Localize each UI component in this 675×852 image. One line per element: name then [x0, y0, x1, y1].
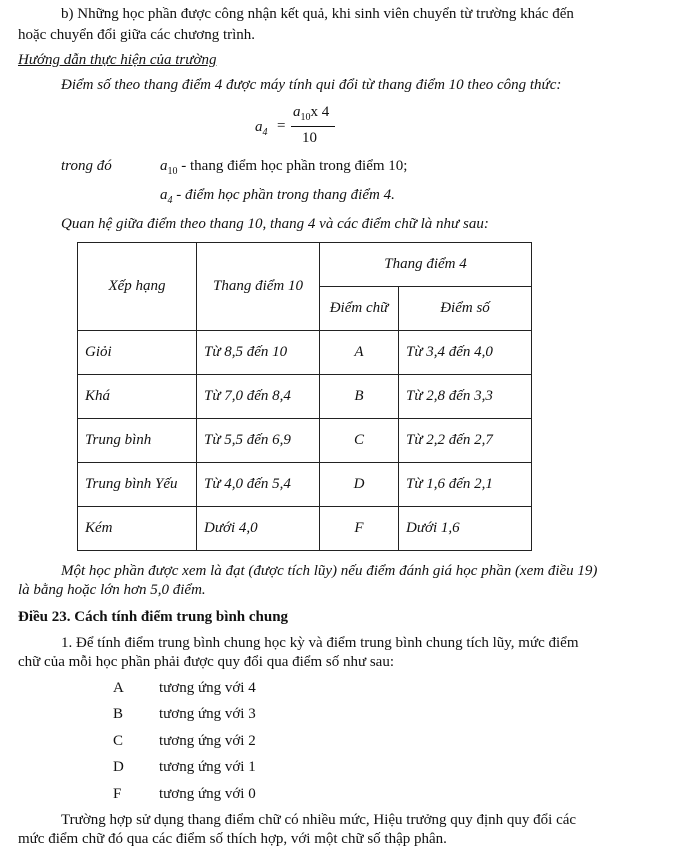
cell-scale4: Từ 2,8 đến 3,3 [399, 375, 532, 419]
pass-note-line2: là bằng hoặc lớn hơn 5,0 điểm. [18, 582, 206, 598]
cell-scale10: Từ 8,5 đến 10 [197, 331, 320, 375]
cell-scale10: Từ 5,5 đến 6,9 [197, 419, 320, 463]
conversion-text: tương ứng với 0 [159, 786, 256, 802]
cell-scale4: Dưới 1,6 [399, 507, 532, 551]
where-a4: $a_4$ - điểm học phần trong thang điểm 4. [160, 187, 395, 206]
cell-letter: B [320, 375, 399, 419]
table-row [78, 375, 532, 419]
conversion-item [113, 786, 256, 803]
formula-lhs: $a_4$ [255, 119, 268, 138]
conversion-letter: F [113, 786, 122, 802]
cell-letter: F [320, 507, 399, 551]
closing-line2: mức điểm chữ đó qua các điểm số thích hợp, với một chữ số thập phân. [18, 831, 447, 847]
conversion-text: tương ứng với 3 [159, 706, 256, 722]
conversion-item [113, 759, 256, 776]
formula-intro: Điểm số theo thang điểm 4 được máy tính qui đổi từ thang điểm 10 theo công thức: [61, 77, 562, 93]
cell-rank: Giỏi [78, 331, 197, 375]
conversion-letter: C [113, 733, 124, 749]
header-scale4: Thang điểm 4 [320, 243, 532, 287]
header-rank: Xếp hạng [78, 243, 197, 331]
conversion-formula [255, 104, 345, 152]
para-b-line1: b) Những học phần được công nhận kết quả, khi sinh viên chuyển từ trường khác đến [61, 6, 574, 22]
cell-letter: A [320, 331, 399, 375]
cell-letter: D [320, 463, 399, 507]
cell-scale4: Từ 3,4 đến 4,0 [399, 331, 532, 375]
article-heading: Điều 23. Cách tính điểm trung bình chung [18, 609, 289, 625]
table-row [78, 331, 532, 375]
conversion-text: tương ứng với 4 [159, 680, 256, 696]
cell-rank: Kém [78, 507, 197, 551]
conversion-letter: B [113, 706, 124, 722]
conversion-item [113, 680, 256, 697]
cell-scale4: Từ 2,2 đến 2,7 [399, 419, 532, 463]
para-b-line2: hoặc chuyển đổi giữa các chương trình. [18, 27, 256, 43]
cell-rank: Khá [78, 375, 197, 419]
table-row [78, 419, 532, 463]
fraction-bar [291, 126, 335, 127]
pass-note-line1: Một học phần được xem là đạt (được tích lũy) nếu điểm đánh giá học phần (xem điều 19) [61, 563, 598, 579]
cell-scale10: Từ 4,0 đến 5,4 [197, 463, 320, 507]
cell-scale10: Dưới 4,0 [197, 507, 320, 551]
cell-rank: Trung bình [78, 419, 197, 463]
conversion-text: tương ứng với 1 [159, 759, 256, 775]
cell-scale4: Từ 1,6 đến 2,1 [399, 463, 532, 507]
article-p1-line1: 1. Để tính điểm trung bình chung học kỳ và điểm trung bình chung tích lũy, mức điểm [61, 635, 579, 651]
grade-table [77, 242, 532, 551]
conversion-text: tương ứng với 2 [159, 733, 256, 749]
table-row [78, 507, 532, 551]
formula-numerator: $a_{10}x$ 4 [293, 104, 330, 123]
where-a10: $a_{10}$ - thang điểm học phần trong điểm 10; [160, 158, 408, 177]
cell-scale10: Từ 7,0 đến 8,4 [197, 375, 320, 419]
cell-letter: C [320, 419, 399, 463]
closing-line1: Trường hợp sử dụng thang điểm chữ có nhiều mức, Hiệu trưởng quy định quy đổi các [61, 812, 577, 828]
formula-denominator: 10 [302, 130, 317, 146]
header-scale10: Thang điểm 10 [197, 243, 320, 331]
conversion-letter: D [113, 759, 124, 775]
cell-rank: Trung bình Yếu [78, 463, 197, 507]
conversion-letter: A [113, 680, 124, 696]
conversion-item [113, 733, 256, 750]
where-label: trong đó [61, 158, 112, 174]
header-letter: Điểm chữ [320, 287, 399, 331]
formula-equals: = [277, 118, 286, 134]
table-row [78, 463, 532, 507]
guide-heading: Hướng dẫn thực hiện của trường [18, 52, 217, 68]
relation-line: Quan hệ giữa điểm theo thang 10, thang 4 và các điểm chữ là như sau: [61, 216, 489, 232]
article-p1-line2: chữ của mỗi học phần phải được quy đổi qua điểm số như sau: [18, 654, 394, 670]
conversion-item [113, 706, 256, 723]
header-number: Điểm số [399, 287, 532, 331]
